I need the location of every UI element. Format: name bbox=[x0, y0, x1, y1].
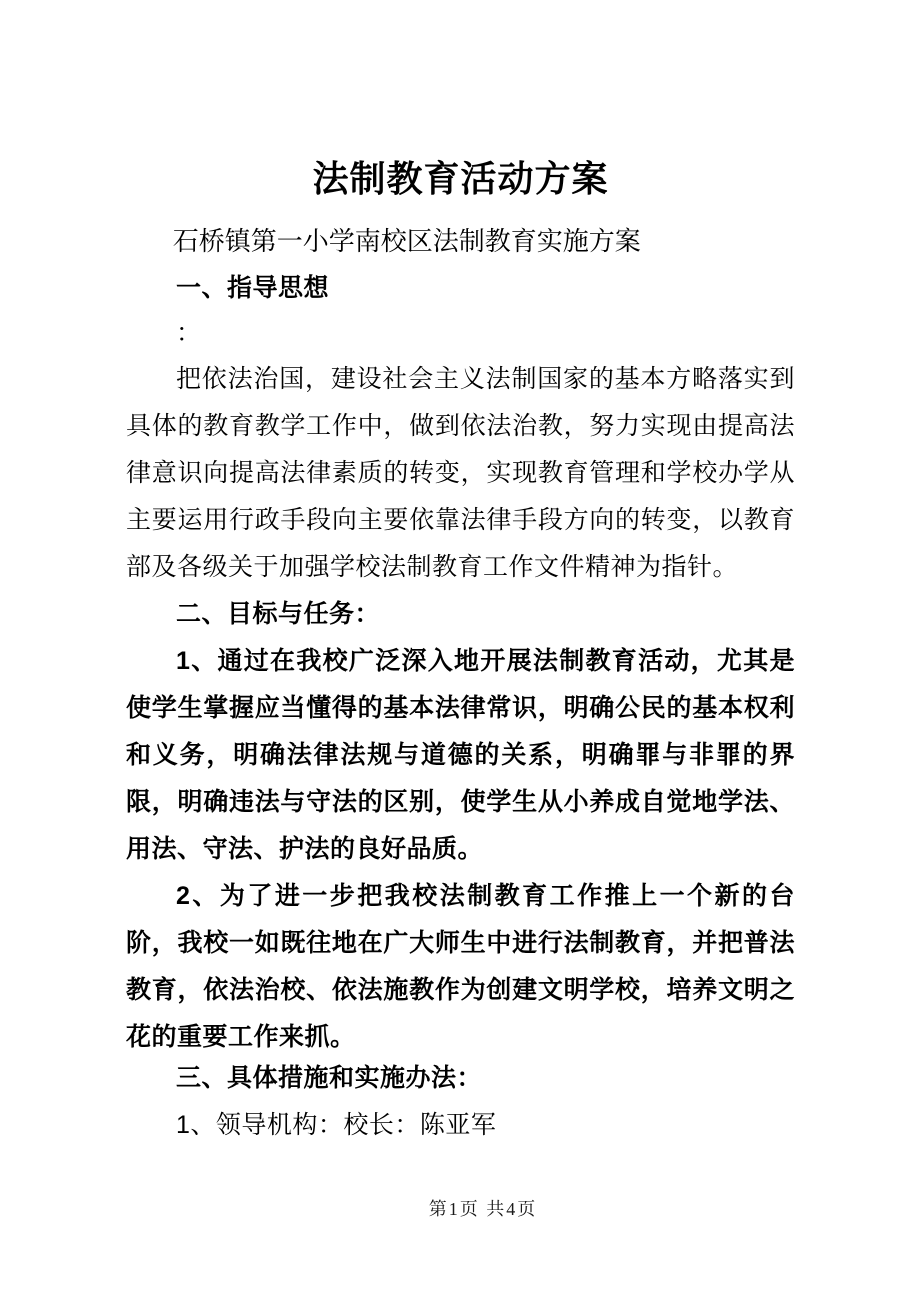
paragraph-goal-1: 1、通过在我校广泛深入地开展法制教育活动，尤其是使学生掌握应当懂得的基本法律常识，明确公民的基本权利和义务，明确法律法规与道德的关系，明确罪与非罪的界限，明确违法与守法的区别，使学生从小养成自觉地学法、用法、守法、护法的良好品质。 bbox=[126, 647, 795, 863]
section-heading-guiding-ideology: 一、指导思想 bbox=[176, 274, 330, 302]
document-subtitle: 石桥镇第一小学南校区法制教育实施方案 bbox=[172, 227, 641, 256]
paragraph-guiding-ideology: 把依法治国，建设社会主义法制国家的基本方略落实到具体的教育教学工作中，做到依法治教，努力实现由提高法律意识向提高法律素质的转变，实现教育管理和学校办学从主要运用行政手段向主要依靠法律手段方向的转变，以教育部及各级关于加强学校法制教育工作文件精神为指针。 bbox=[126, 366, 795, 581]
section-heading-goals-tasks: 二、目标与任务： bbox=[176, 600, 381, 628]
paragraph-leadership: 1、领导机构：校长：陈亚军 bbox=[176, 1111, 497, 1139]
page-number-footer: 第1页 共4页 bbox=[428, 1199, 538, 1219]
section-heading-measures: 三、具体措施和实施办法： bbox=[176, 1064, 483, 1092]
document-title: 法制教育活动方案 bbox=[312, 158, 609, 199]
paragraph-goal-2: 2、为了进一步把我校法制教育工作推上一个新的台阶，我校一如既往地在广大师生中进行法制教育，并把普法教育，依法治校、依法施教作为创建文明学校，培养文明之花的重要工作来抓。 bbox=[126, 882, 795, 1051]
colon-line: ： bbox=[176, 320, 202, 347]
